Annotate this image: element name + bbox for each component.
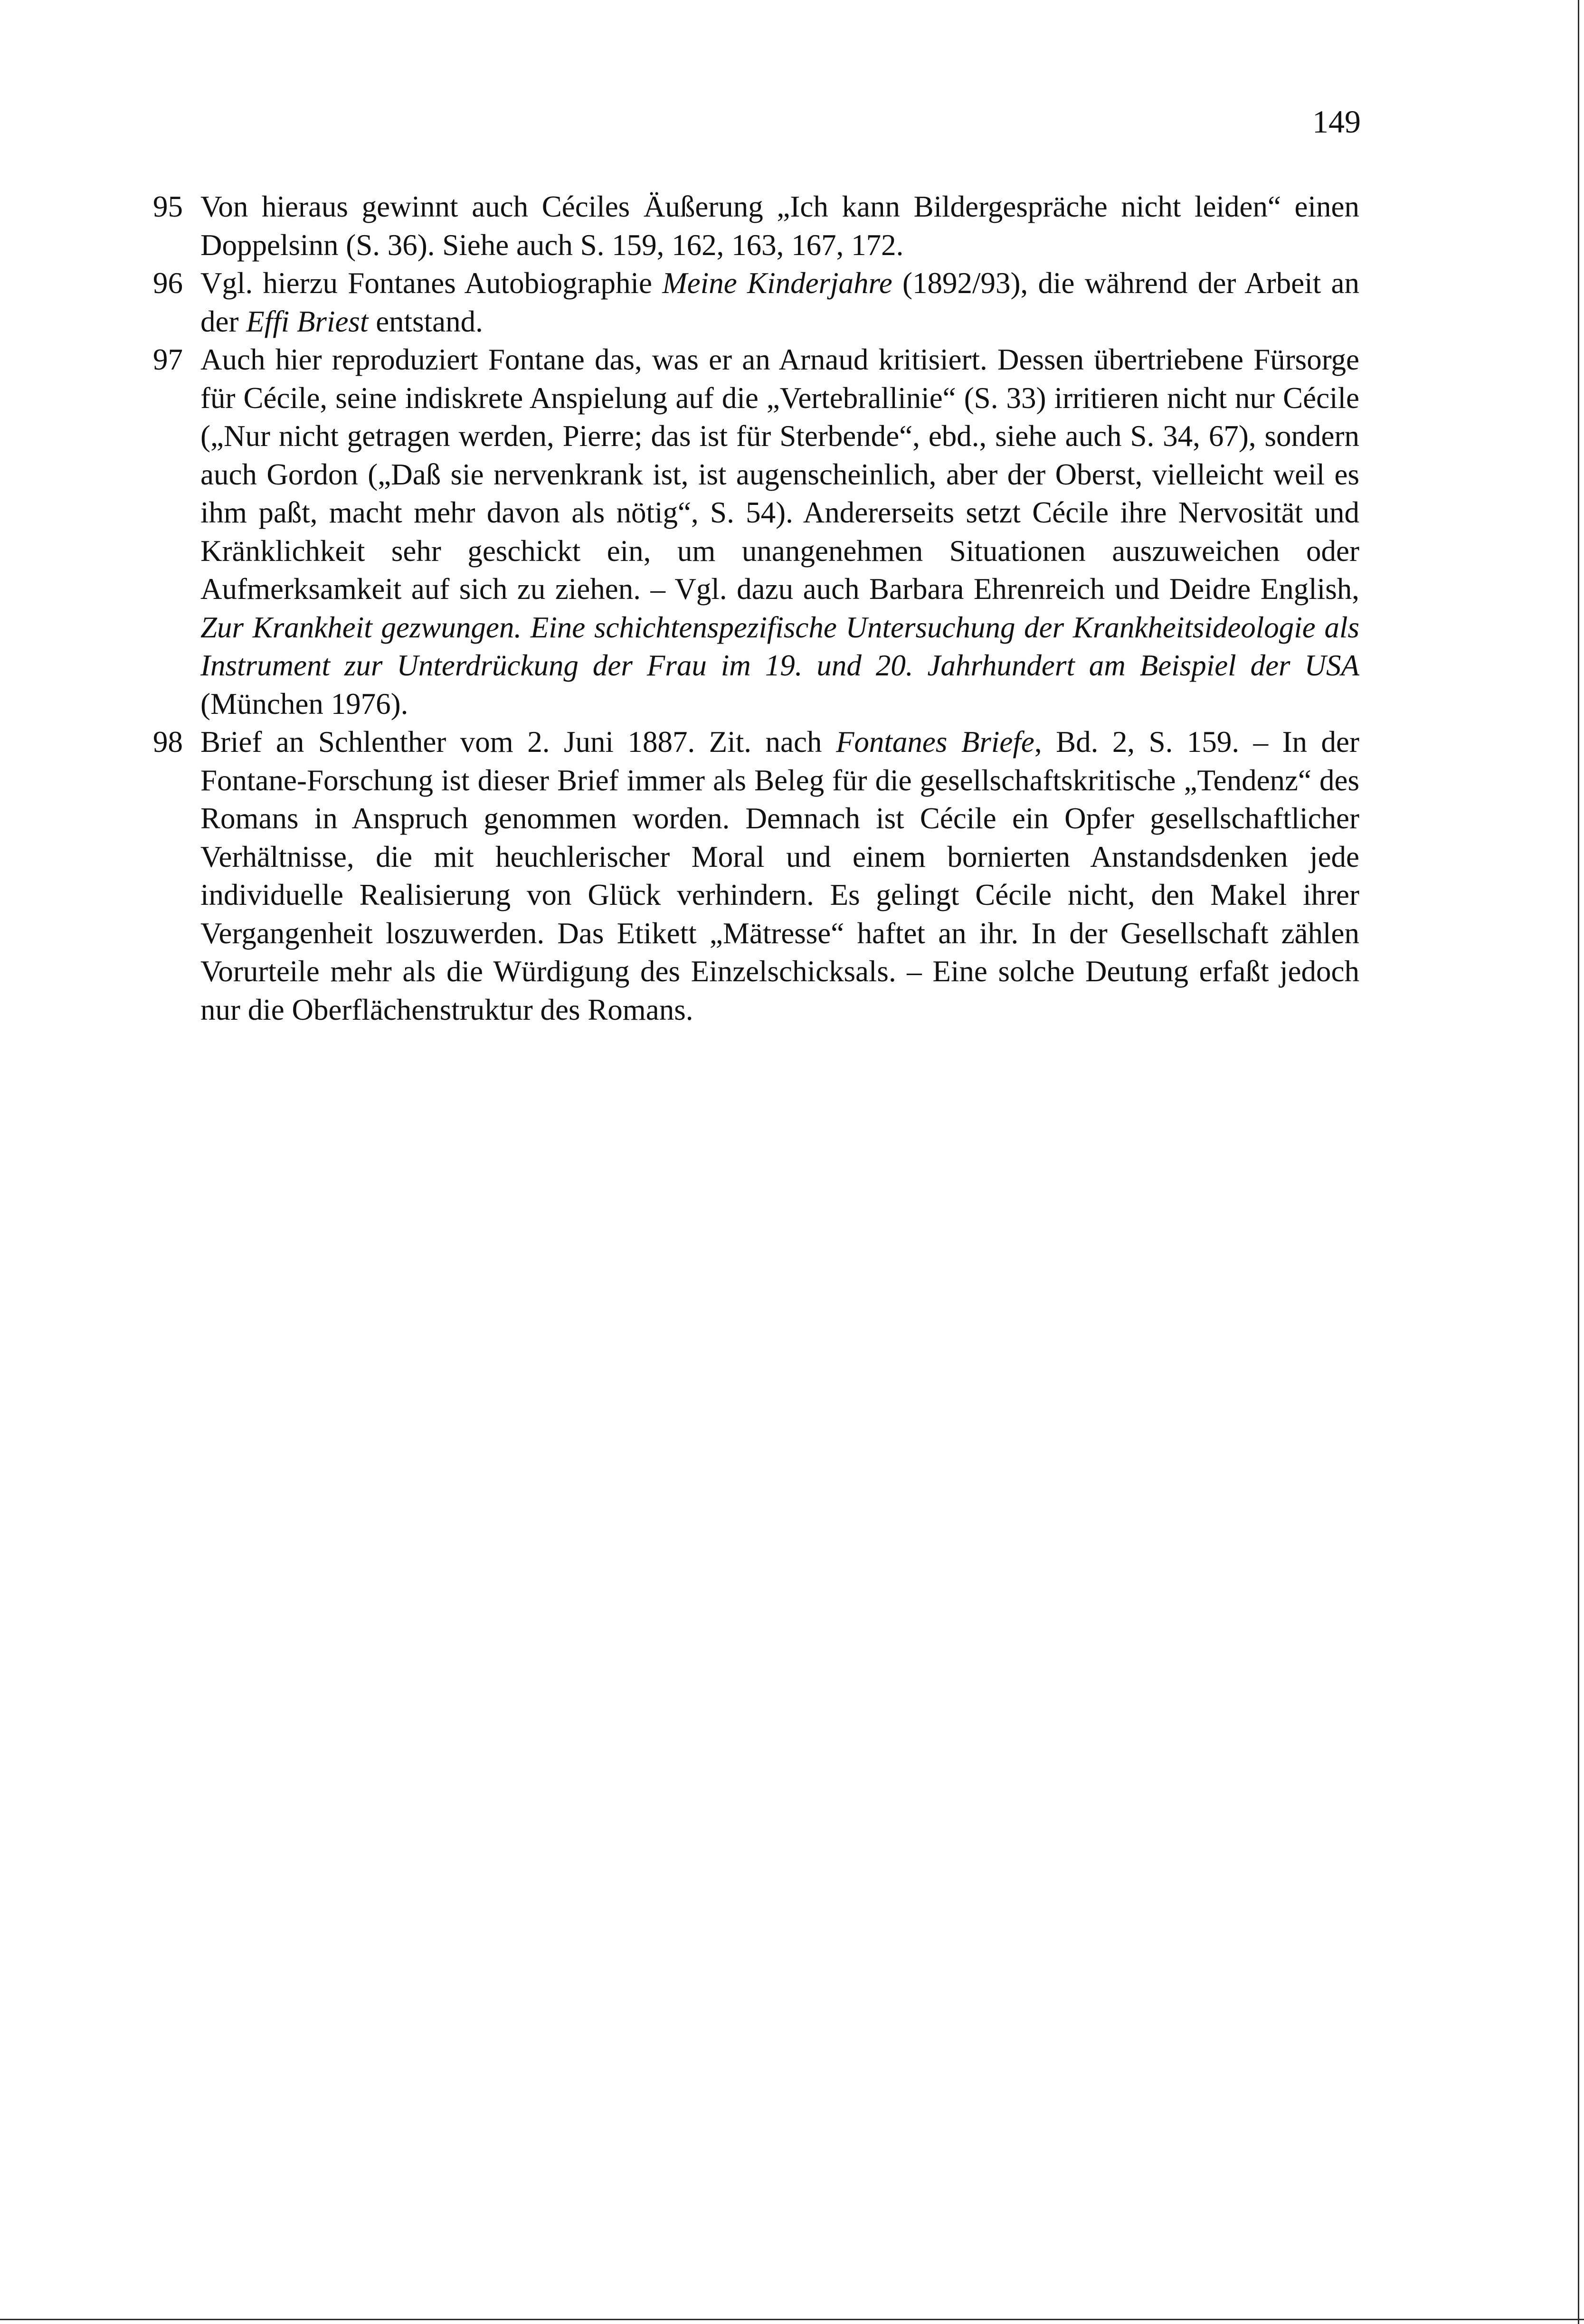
footnote-text xyxy=(200,188,1359,264)
footnote-text-segment: (München 1976). xyxy=(200,687,408,721)
book-title-italic: Effi Briest xyxy=(246,304,369,338)
footnote-text-segment: entstand. xyxy=(368,304,483,338)
footnote-text xyxy=(200,341,1359,723)
footnote-97 xyxy=(153,341,1359,723)
book-title-italic: Fontanes Briefe xyxy=(835,725,1034,759)
book-title-italic: Meine Kinderjahre xyxy=(662,266,892,300)
footnote-text xyxy=(200,723,1359,1029)
scan-edge-bottom xyxy=(0,2319,1584,2320)
footnote-text-segment: (1892/93), die während der Arbeit an der xyxy=(200,266,1360,338)
book-title-italic: Zur Krankheit gezwungen. Eine schichtenspezifische Untersuchung der Krankheitsideologie als Instrument zur Unterdrückung der Frau im 19. und 20. Jahrhundert am Beispiel der USA xyxy=(200,610,1359,682)
footnote-number: 98 xyxy=(153,725,183,759)
footnote-96 xyxy=(153,264,1359,341)
footnote-number: 95 xyxy=(153,190,183,223)
footnote-text-segment: Von hieraus gewinnt auch Céciles Äußerung „Ich kann Bildergespräche nicht leiden“ einen Doppelsinn (S. 36). Siehe auch S. 159, 162, 163, 167, 172. xyxy=(200,190,1359,262)
footnotes-list xyxy=(153,188,1359,1029)
scan-edge-right xyxy=(1578,0,1579,2324)
footnote-95 xyxy=(153,188,1359,264)
footnote-text-segment: Vgl. hierzu Fontanes Autobiographie xyxy=(200,266,663,300)
footnote-text-segment: , Bd. 2, S. 159. – In der Fontane-Forschung ist dieser Brief immer als Beleg für die gesellschaftskritische „Tendenz“ des Romans in Anspruch genommen worden. Demnach ist Cécile ein Opfer gesellschaftlicher Verhältnisse, die mit heuchlerischer Moral und einem bornierten Anstandsdenken jede individuelle Realisierung von Glück verhindern. Es gelingt Cécile nicht, den Makel ihrer Vergangenheit loszuwerden. Das Etikett „Mätresse“ haftet an ihr. In der Gesellschaft zählen Vorurteile mehr als die Würdigung des Einzelschicksals. – Eine solche Deutung erfaßt jedoch nur die Oberflächenstruktur des Romans. xyxy=(200,725,1359,1026)
footnote-98 xyxy=(153,723,1359,1029)
footnote-text xyxy=(200,264,1359,341)
footnote-text-segment: Brief an Schlenther vom 2. Juni 1887. Zit. nach xyxy=(200,725,836,759)
footnote-text-segment: Auch hier reproduziert Fontane das, was er an Arnaud kritisiert. Dessen übertriebene Fürsorge für Cécile, seine indiskrete Anspielung auf die „Vertebrallinie“ (S. 33) irritieren nicht nur Cécile („Nur nicht getragen werden, Pierre; das ist für Sterbende“, ebd., siehe auch S. 34, 67), sondern auch Gordon („Daß sie nervenkrank ist, ist augenscheinlich, aber der Oberst, vielleicht weil es ihm paßt, macht mehr davon als nötig“, S. 54). Andererseits setzt Cécile ihre Nervosität und Kränklichkeit sehr geschickt ein, um unangenehmen Situationen auszuweichen oder Aufmerksamkeit auf sich zu ziehen. – Vgl. dazu auch Barbara Ehrenreich und Deidre English, xyxy=(200,343,1359,606)
footnote-number: 97 xyxy=(153,343,183,376)
page-number: 149 xyxy=(1312,104,1361,140)
footnote-number: 96 xyxy=(153,266,183,300)
